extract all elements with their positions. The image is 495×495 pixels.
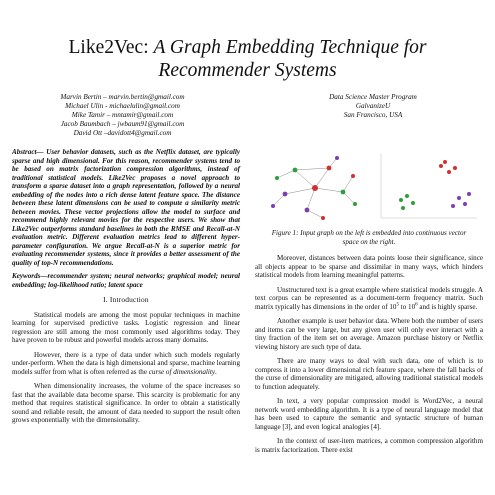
dims-exponent-1: 5: [396, 302, 399, 308]
paragraph: Another example is user behavior data. Where both the number of users and items can be very large, but any given user will only ever interact with a tiny fraction of the item set on average. Amazon purchase history or Netflix viewing history are such type of data.: [255, 317, 483, 351]
paragraph-dimensions: [255, 286, 483, 312]
title-plain: Like2Vec:: [68, 37, 154, 58]
paragraph: Statistical models are among the most popular techniques in machine learning for supervised predictive tasks. Logistic regression and linear regression are still among the most commonly used algorithms today. They have proven to be robust and powerful models across many domains.: [12, 310, 240, 344]
title-line-1: [0, 36, 495, 59]
keywords: Keywords—recommender system; neural networks; graphical model; neural embedding; log-likelihood ratio; latent space: [12, 272, 240, 289]
paper-title: [0, 36, 495, 82]
figure-1: [255, 148, 483, 226]
paragraph: When dimensionality increases, the volume of the space increases so fast that the available data become sparse. This scarcity is problematic for any method that requires statistical significance. In order to obtain a statistically sound and reliable result, the amount of data needed to support the result often grows exponentially with the dimensionality.: [12, 382, 240, 424]
graph-embedding-figure: [255, 148, 483, 226]
author-line: Mike Tamir – mntamir@gmail.com: [71, 111, 174, 119]
title-line-2: Recommender Systems: [158, 60, 337, 81]
paragraph: Moreover, distances between data points loose their significance, since all objects appear to be sparse and dissimilar in many ways, which hinders statistical models from learning meaningful patterns.: [255, 254, 483, 279]
author-list: [20, 93, 225, 138]
dims-mid: to 10: [398, 302, 416, 311]
author-line: Michael Ulin - michaelulin@gmail.com: [65, 102, 180, 110]
abstract: Abstract— User behavior datasets, such as the Netflix dataset, are typically sparse and high dimensional. For this reason, recommender systems tend to be based on matrix factorization compression algorithms, instead of traditional statistical models. Like2Vec proposes a novel approach to transform a sparse dataset into a graph representation, followed by a neural embedding of the nodes into a rich dense latent feature space. The distance between these latent dimensions can be used to compute a similarity metric between movies. These vector projections allow the model to surface and recommend highly relevant movies for the respective users. We show that Like2Vec outperforms standard baselines in both the RMSE and Recall-at-N evaluation metric. Different evaluation metrics lead to different hyper-parameter configuration. We argue Recall-at-N is a superior metric for evaluating recommender systems, since it provides a better assessment of the quality of top-N recommendations.: [12, 148, 240, 267]
paragraph: In the context of user-item matrices, a common compression algorithm is matrix factorization. There exist: [255, 437, 483, 454]
author-line: David Ott –davidott4@gmail.com: [73, 129, 172, 137]
right-column: [255, 148, 483, 460]
figure-caption: Figure 1: Input graph on the left is embedded into continuous vector space on the right.: [271, 229, 467, 246]
dims-text: Unstructured text is a great example where statistical models struggle. A text corpus can be represented as a document-term frequency matrix. Such matrix typically has dimensions in the order of 10: [255, 285, 483, 311]
affiliation-line: San Francisco, USA: [343, 111, 403, 119]
paragraph-curse: However, there is a type of data under which such models regularly under-perform. When the data is high dimensional and sparse, machine learning models suffer from what is often referred as the curse of dimensionality.: [12, 350, 240, 376]
curse-of-dimensionality-term: curse of dimensionality: [148, 367, 215, 376]
section-heading: I. Introduction: [103, 295, 149, 304]
embedding-axes: [381, 154, 477, 218]
paragraph: There are many ways to deal with such data, one of which is to compress it into a lower dimensional rich feature space, where the fall backs of the curse of dimensionality are mitigated, allowing traditional statistical models to function adequately.: [255, 357, 483, 391]
dims-tail: and is highly sparse.: [417, 302, 478, 311]
author-line: Marvin Bertin – marvin.bertin@gmail.com: [60, 93, 185, 101]
left-column: [12, 148, 240, 431]
affiliation: [268, 93, 478, 120]
dims-exponent-2: 6: [415, 302, 418, 308]
embedding-points: [399, 160, 471, 210]
affiliation-line: Data Science Master Program: [329, 93, 417, 101]
paragraph: In text, a very popular compression model is Word2Vec, a neural network word embedding algorithm. It is a type of neural language model that has been used to capture the semantic and syntactic structure of human language [3], and even logical analogies [4].: [255, 397, 483, 431]
author-line: Jacob Baumbach – jwbaum91@gmail.com: [60, 120, 185, 128]
title-italic-1: A Graph Embedding Technique for: [153, 37, 427, 58]
affiliation-line: GalvanizeU: [355, 102, 391, 110]
input-graph-nodes: [271, 156, 357, 220]
